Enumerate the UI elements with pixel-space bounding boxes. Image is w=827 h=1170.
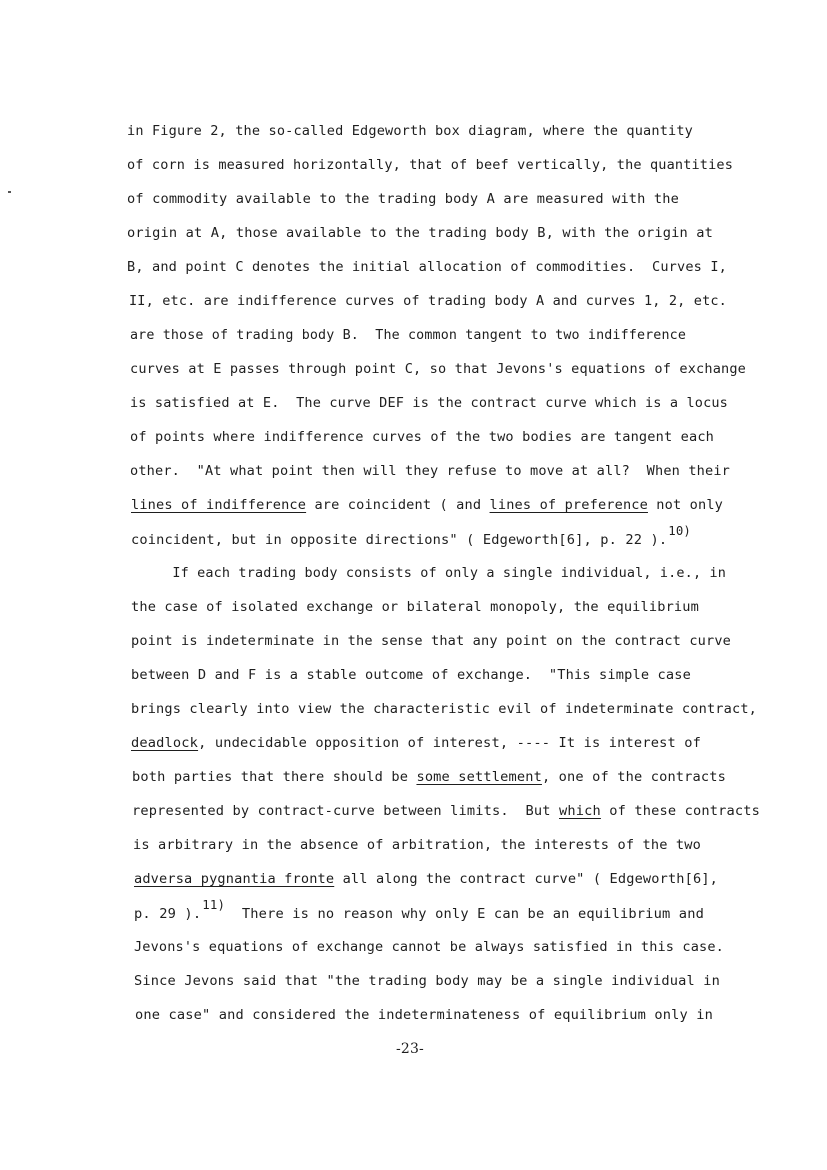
text-line: [134, 898, 704, 925]
text-segment: both parties that there should be: [132, 770, 417, 785]
text-segment: of these contracts: [600, 804, 761, 819]
text-segment: the case of isolated exchange or bilateral monopoly, the equilibrium: [131, 600, 699, 615]
underlined-phrase: deadlock: [131, 736, 199, 751]
text-line: [135, 1006, 713, 1026]
text-line: [131, 632, 731, 652]
text-segment: of commodity available to the trading body A are measured with the: [127, 192, 679, 207]
text-segment: Jevons's equations of exchange cannot be always satisfied in this case.: [134, 940, 724, 955]
scan-speck: [8, 191, 11, 193]
text-line: [132, 768, 726, 788]
text-segment: B, and point C denotes the initial allocation of commodities. Curves I,: [127, 260, 728, 275]
text-line: [130, 326, 686, 346]
text-line: [132, 802, 760, 822]
footnote-marker: 11): [202, 898, 226, 912]
text-line: [131, 598, 699, 618]
text-segment: represented by contract-curve between limits. But: [132, 804, 560, 819]
text-segment: origin at A, those available to the trading body B, with the origin at: [127, 226, 714, 241]
text-segment: Since Jevons said that "the trading body may be a single individual in: [134, 974, 721, 989]
underlined-phrase: lines of indifference: [131, 498, 307, 513]
text-segment: between D and F is a stable outcome of exchange. "This simple case: [131, 668, 691, 683]
text-segment: point is indeterminate in the sense that any point on the contract curve: [131, 634, 732, 649]
text-line: [134, 938, 724, 958]
text-line: [134, 870, 718, 890]
text-line: [131, 564, 726, 584]
text-segment: There is no reason why only E can be an equilibrium and: [225, 907, 704, 922]
text-segment: one case" and considered the indeterminateness of equilibrium only in: [135, 1008, 713, 1023]
text-line: [131, 496, 723, 516]
text-segment: II, etc. are indifference curves of trading body A and curves 1, 2, etc.: [129, 294, 728, 309]
page-number: -23-: [396, 1041, 424, 1057]
text-line: [127, 258, 727, 278]
text-line: [133, 836, 701, 856]
text-segment: curves at E passes through point C, so that Jevons's equations of exchange: [130, 362, 746, 377]
text-segment: , one of the contracts: [541, 770, 727, 785]
footnote-marker: 10): [668, 524, 692, 538]
text-segment: If each trading body consists of only a single individual, i.e., in: [131, 566, 727, 581]
text-segment: all along the contract curve" ( Edgeworth[6],: [334, 872, 719, 887]
text-line: [130, 428, 714, 448]
text-line: [131, 734, 701, 754]
underlined-phrase: which: [559, 804, 601, 819]
text-line: [131, 700, 757, 720]
text-segment: of corn is measured horizontally, that of beef vertically, the quantities: [127, 158, 734, 173]
text-line: [131, 666, 691, 686]
text-segment: are those of trading body B. The common tangent to two indifference: [130, 328, 687, 343]
text-line: [130, 360, 746, 380]
underlined-phrase: lines of preference: [489, 498, 648, 513]
text-segment: is satisfied at E. The curve DEF is the contract curve which is a locus: [130, 396, 729, 411]
text-line: [130, 394, 728, 414]
text-segment: not only: [647, 498, 724, 513]
text-line: [134, 972, 720, 992]
text-segment: brings clearly into view the characteristic evil of indeterminate contract,: [131, 702, 758, 717]
text-line: [127, 224, 713, 244]
text-line: [127, 122, 693, 142]
text-line: [127, 190, 679, 210]
text-segment: is arbitrary in the absence of arbitration, the interests of the two: [133, 838, 701, 853]
text-segment: are coincident ( and: [306, 498, 490, 513]
text-segment: , undecidable opposition of interest, ---- It is interest of: [198, 736, 701, 751]
text-segment: of points where indifference curves of the two bodies are tangent each: [130, 430, 715, 445]
text-segment: p. 29 ).: [134, 907, 202, 922]
text-line: [131, 524, 692, 551]
text-segment: other. "At what point then will they refuse to move at all? When their: [130, 464, 731, 479]
text-line: [127, 156, 733, 176]
underlined-phrase: some settlement: [416, 770, 542, 785]
text-line: [130, 462, 730, 482]
text-line: [129, 292, 727, 312]
text-segment: in Figure 2, the so-called Edgeworth box diagram, where the quantity: [127, 124, 694, 139]
text-segment: coincident, but in opposite directions" ( Edgeworth[6], p. 22 ).: [131, 533, 668, 548]
underlined-phrase: adversa pygnantia fronte: [134, 872, 335, 887]
